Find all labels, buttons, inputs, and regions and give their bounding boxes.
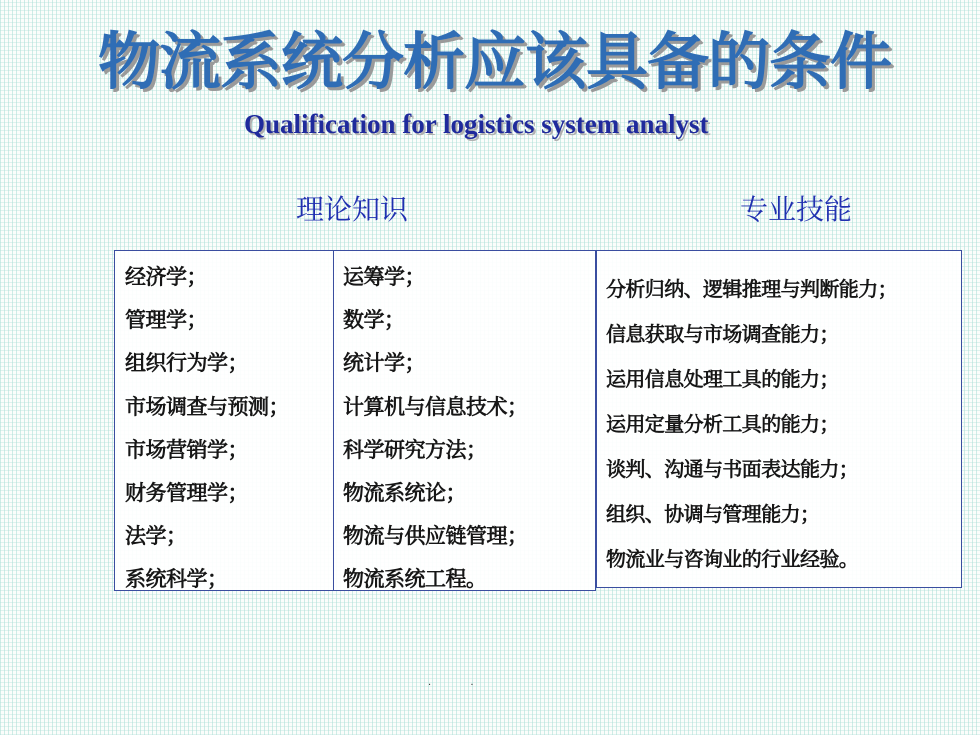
list-item: 物流业与咨询业的行业经验。 (606, 547, 859, 571)
list-item: 谈判、沟通与书面表达能力； (606, 457, 859, 481)
list-item: 组织、协调与管理能力； (606, 502, 820, 526)
list-item: 科学研究方法； (343, 437, 487, 462)
theory-list-right (343, 256, 528, 602)
list-item: 运用信息处理工具的能力； (606, 367, 839, 391)
list-item: 运筹学； (343, 265, 425, 289)
skills-list (606, 267, 897, 582)
list-item: 运用定量分析工具的能力； (606, 412, 839, 436)
theory-list-left (125, 256, 289, 602)
list-item: 计算机与信息技术； (343, 394, 528, 419)
list-item: 法学； (125, 524, 187, 549)
list-item: 物流与供应链管理； (343, 524, 528, 549)
theory-heading: 理论知识 (296, 193, 409, 226)
list-item: 物流系统工程。 (343, 567, 487, 592)
skills-heading: 专业技能 (740, 193, 853, 226)
list-item: 市场调查与预测； (125, 394, 289, 419)
theory-box-left (114, 250, 334, 591)
list-item: 数学； (343, 308, 405, 333)
list-item: 管理学； (125, 308, 207, 333)
list-item: 市场营销学； (125, 437, 248, 462)
list-item: 系统科学； (125, 567, 228, 592)
list-item: 经济学； (125, 265, 207, 289)
skills-box (596, 250, 962, 588)
list-item: 信息获取与市场调查能力； (606, 322, 839, 346)
list-item: 物流系统论； (343, 481, 466, 506)
list-item: 组织行为学； (125, 351, 248, 376)
footer-dots: · · (428, 680, 492, 691)
list-item: 财务管理学； (125, 481, 248, 506)
slide-subtitle: Qualification for logistics system analyst (244, 109, 709, 139)
slide-title: 物流系统分析应该具备的条件 (98, 25, 892, 98)
list-item: 分析归纳、逻辑推理与判断能力； (606, 277, 897, 301)
theory-box-right (333, 250, 596, 591)
list-item: 统计学； (343, 351, 425, 376)
